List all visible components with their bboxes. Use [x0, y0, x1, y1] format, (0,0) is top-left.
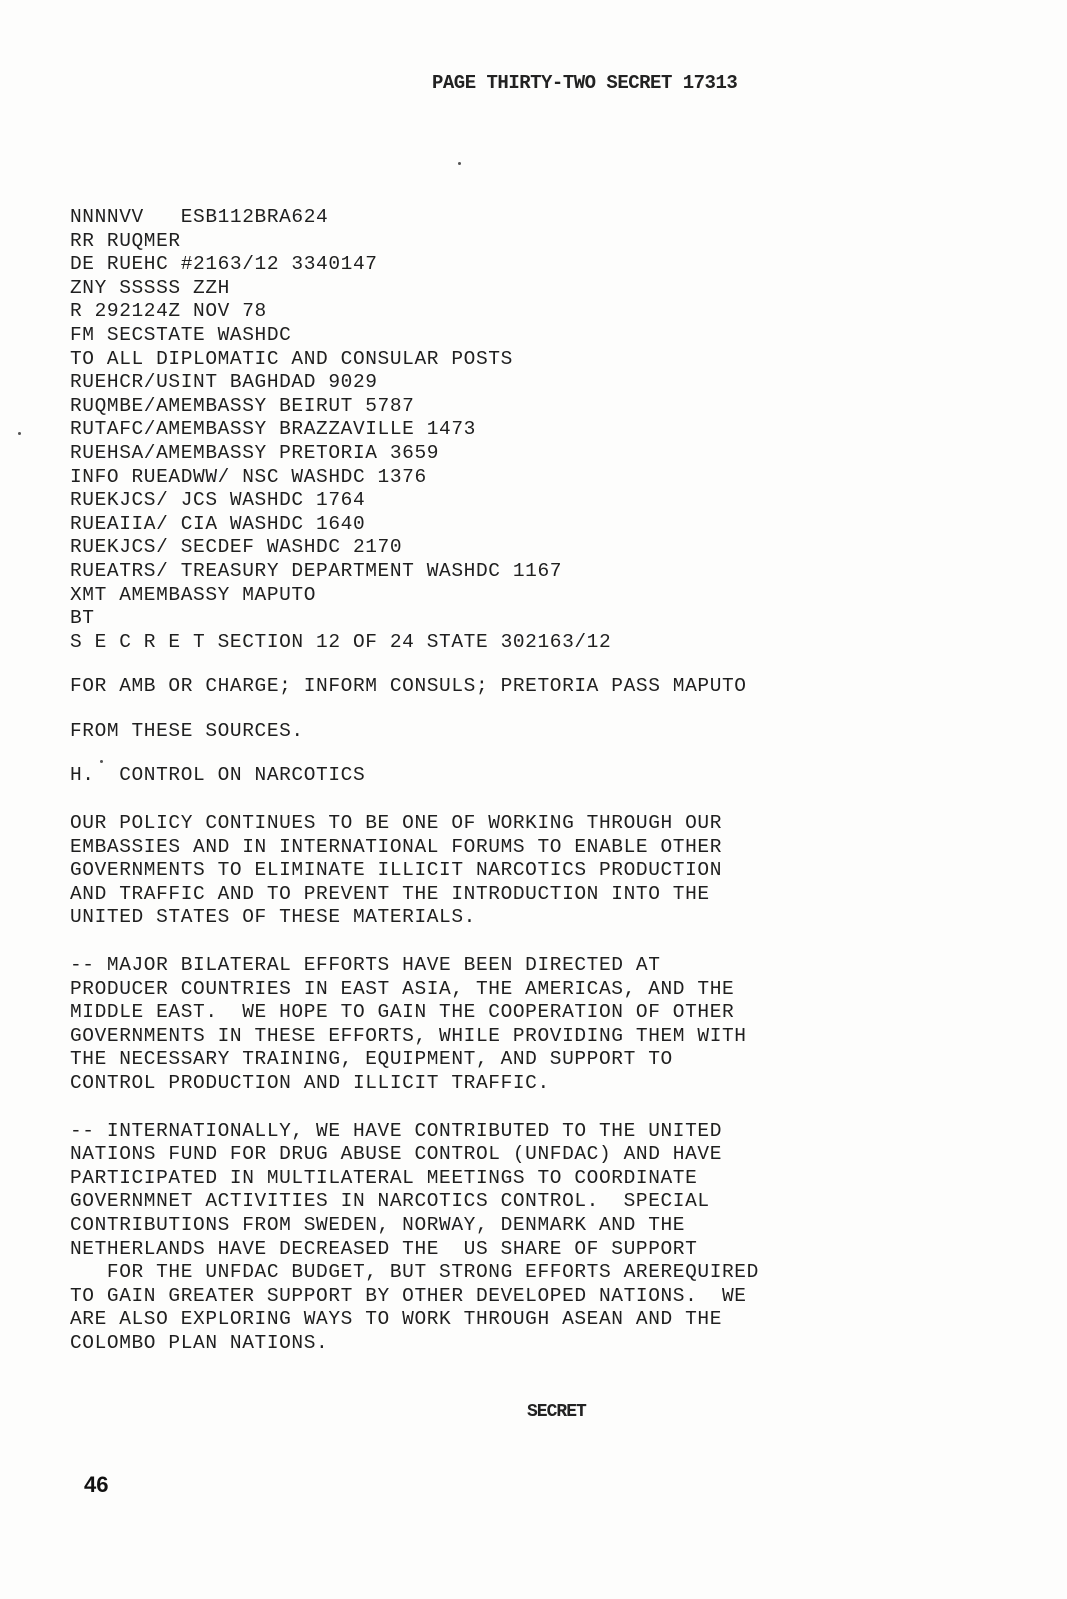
- paragraph-line: UNITED STATES OF THESE MATERIALS.: [70, 906, 476, 929]
- routing-line: RUEKJCS/ SECDEF WASHDC 2170: [70, 536, 403, 559]
- routing-line: INFO RUEADWW/ NSC WASHDC 1376: [70, 465, 427, 488]
- telegram-body: [70, 206, 970, 1356]
- paragraph-line: OUR POLICY CONTINUES TO BE ONE OF WORKING THROUGH OUR: [70, 812, 723, 835]
- paragraph-line: PRODUCER COUNTRIES IN EAST ASIA, THE AMERICAS, AND THE: [70, 977, 735, 1000]
- paragraph-line: MIDDLE EAST. WE HOPE TO GAIN THE COOPERATION OF OTHER: [70, 1001, 735, 1024]
- routing-line: RUQMBE/AMEMBASSY BEIRUT 5787: [70, 394, 415, 417]
- paragraph-line: GOVERNMENTS TO ELIMINATE ILLICIT NARCOTICS PRODUCTION: [70, 859, 723, 882]
- page-number: 46: [84, 1472, 109, 1497]
- routing-line: NNNNVV ESB112BRA624: [70, 206, 329, 228]
- paragraph-line: -- INTERNATIONALLY, WE HAVE CONTRIBUTED TO THE UNITED: [70, 1119, 723, 1142]
- routing-line: DE RUEHC #2163/12 3340147: [70, 253, 378, 276]
- paragraph-line: -- MAJOR BILATERAL EFFORTS HAVE BEEN DIRECTED AT: [70, 954, 661, 977]
- routing-block: [70, 206, 970, 654]
- routing-line: BT: [70, 607, 95, 630]
- paragraph-line: PARTICIPATED IN MULTILATERAL MEETINGS TO COORDINATE: [70, 1166, 698, 1189]
- bilateral-paragraph: [70, 954, 970, 1096]
- routing-line: ZNY SSSSS ZZH: [70, 276, 230, 299]
- routing-line: RUEATRS/ TREASURY DEPARTMENT WASHDC 1167: [70, 559, 563, 582]
- paragraph-line: THE NECESSARY TRAINING, EQUIPMENT, AND SUPPORT TO: [70, 1048, 673, 1071]
- routing-line: RR RUQMER: [70, 229, 181, 252]
- paragraph-line: ARE ALSO EXPLORING WAYS TO WORK THROUGH ASEAN AND THE: [70, 1308, 723, 1331]
- paragraph-line: GOVERNMENTS IN THESE EFFORTS, WHILE PROVIDING THEM WITH: [70, 1024, 747, 1047]
- section-heading: H. CONTROL ON NARCOTICS: [70, 764, 366, 787]
- paragraph-line: COLOMBO PLAN NATIONS.: [70, 1331, 329, 1354]
- paragraph-line: NATIONS FUND FOR DRUG ABUSE CONTROL (UNFDAC) AND HAVE: [70, 1143, 723, 1166]
- scan-speck: [458, 162, 461, 165]
- footer-classification: SECRET: [527, 1402, 586, 1422]
- routing-line: RUEAIIA/ CIA WASHDC 1640: [70, 512, 366, 535]
- routing-line: RUEHSA/AMEMBASSY PRETORIA 3659: [70, 441, 440, 464]
- policy-paragraph: [70, 812, 970, 930]
- routing-line: RUEHCR/USINT BAGHDAD 9029: [70, 371, 378, 394]
- routing-line: R 292124Z NOV 78: [70, 300, 267, 323]
- routing-line: FM SECSTATE WASHDC: [70, 323, 292, 346]
- paragraph-line: NETHERLANDS HAVE DECREASED THE US SHARE OF SUPPORT: [70, 1237, 698, 1260]
- paragraph-line: EMBASSIES AND IN INTERNATIONAL FORUMS TO ENABLE OTHER: [70, 835, 723, 858]
- paragraph-line: CONTRIBUTIONS FROM SWEDEN, NORWAY, DENMARK AND THE: [70, 1213, 686, 1236]
- paragraph-line: CONTROL PRODUCTION AND ILLICIT TRAFFIC.: [70, 1072, 550, 1094]
- routing-line: XMT AMEMBASSY MAPUTO: [70, 583, 317, 606]
- paragraph-line: AND TRAFFIC AND TO PREVENT THE INTRODUCTION INTO THE: [70, 882, 710, 905]
- paragraph-line: GOVERNMNET ACTIVITIES IN NARCOTICS CONTROL. SPECIAL: [70, 1190, 710, 1213]
- from-line: FROM THESE SOURCES.: [70, 719, 304, 742]
- international-paragraph: [70, 1120, 970, 1356]
- scan-speck: [18, 432, 21, 435]
- routing-line: RUEKJCS/ JCS WASHDC 1764: [70, 489, 366, 512]
- paragraph-line: FOR THE UNFDAC BUDGET, BUT STRONG EFFORTS AREREQUIRED: [70, 1261, 759, 1284]
- address-line: FOR AMB OR CHARGE; INFORM CONSULS; PRETORIA PASS MAPUTO: [70, 675, 747, 698]
- section-classification-line: S E C R E T SECTION 12 OF 24 STATE 302163/12: [70, 630, 612, 653]
- routing-line: RUTAFC/AMEMBASSY BRAZZAVILLE 1473: [70, 418, 476, 441]
- routing-line: TO ALL DIPLOMATIC AND CONSULAR POSTS: [70, 347, 513, 370]
- scan-speck: [100, 760, 103, 763]
- page-header: PAGE THIRTY-TWO SECRET 17313: [432, 72, 738, 94]
- paragraph-line: TO GAIN GREATER SUPPORT BY OTHER DEVELOPED NATIONS. WE: [70, 1284, 747, 1307]
